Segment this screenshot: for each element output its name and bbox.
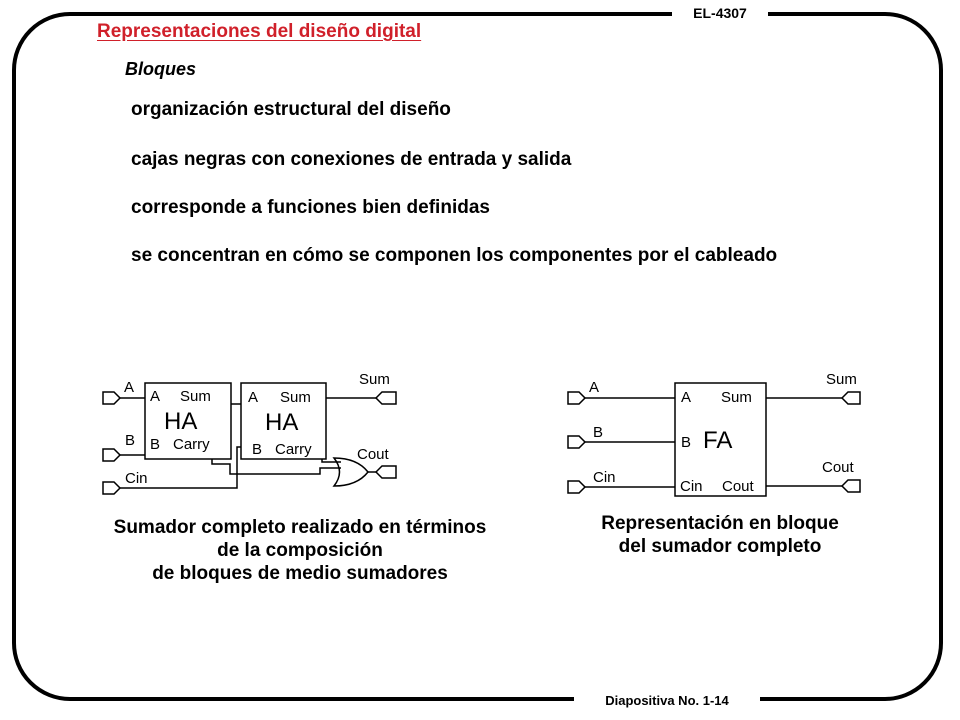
signal-label-b: B xyxy=(593,424,604,441)
signal-label-cout: Cout xyxy=(357,446,389,463)
port-label-sum: Sum xyxy=(721,389,752,406)
input-connector-cin xyxy=(568,481,585,493)
port-label-sum: Sum xyxy=(180,388,211,405)
signal-label-cin: Cin xyxy=(125,470,148,487)
caption-line: del sumador completo xyxy=(618,536,822,557)
block-name: FA xyxy=(703,427,733,454)
port-label-sum: Sum xyxy=(280,389,311,406)
signal-label-cout: Cout xyxy=(822,459,854,476)
caption-line: de la composición xyxy=(217,540,383,561)
port-label-cout: Cout xyxy=(722,478,754,495)
signal-label-sum: Sum xyxy=(359,371,390,388)
output-connector-cout xyxy=(376,466,396,478)
output-connector-sum xyxy=(842,392,860,404)
port-label-b: B xyxy=(681,434,692,451)
output-connector-sum xyxy=(376,392,396,404)
signal-label-cin: Cin xyxy=(593,469,616,486)
input-connector-a xyxy=(568,392,585,404)
port-label-carry: Carry xyxy=(275,441,312,458)
port-label-a: A xyxy=(248,389,259,406)
caption-line: de bloques de medio sumadores xyxy=(152,563,448,584)
output-connector-cout xyxy=(842,480,860,492)
port-label-cin: Cin xyxy=(680,478,703,495)
slide-subtitle: Bloques xyxy=(125,59,197,79)
bullet-item: cajas negras con conexiones de entrada y salida xyxy=(131,149,572,170)
course-code: EL-4307 xyxy=(672,4,768,22)
port-label-b: B xyxy=(150,436,161,453)
port-label-carry: Carry xyxy=(173,436,210,453)
right-diagram-caption xyxy=(560,512,880,558)
slide-number: Diapositiva No. 1-14 xyxy=(574,692,760,710)
input-connector-b xyxy=(103,449,120,461)
caption-line: Representación en bloque xyxy=(601,513,839,534)
signal-label-sum: Sum xyxy=(826,371,857,388)
block-name: HA xyxy=(164,408,198,435)
bullet-item: organización estructural del diseño xyxy=(131,99,451,120)
slide-title: Representaciones del diseño digital xyxy=(97,21,422,42)
port-label-b: B xyxy=(252,441,263,458)
signal-label-b: B xyxy=(125,432,136,449)
bullet-item: corresponde a funciones bien definidas xyxy=(131,197,490,218)
input-connector-cin xyxy=(103,482,120,494)
port-label-a: A xyxy=(150,388,161,405)
left-diagram-caption xyxy=(40,516,560,585)
port-label-a: A xyxy=(681,389,692,406)
input-connector-b xyxy=(568,436,585,448)
signal-label-a: A xyxy=(589,379,600,396)
caption-line: Sumador completo realizado en términos xyxy=(113,517,487,538)
block-name: HA xyxy=(265,409,299,436)
input-connector-a xyxy=(103,392,120,404)
signal-label-a: A xyxy=(124,379,135,396)
bullet-item: se concentran en cómo se componen los componentes por el cableado xyxy=(131,245,778,266)
